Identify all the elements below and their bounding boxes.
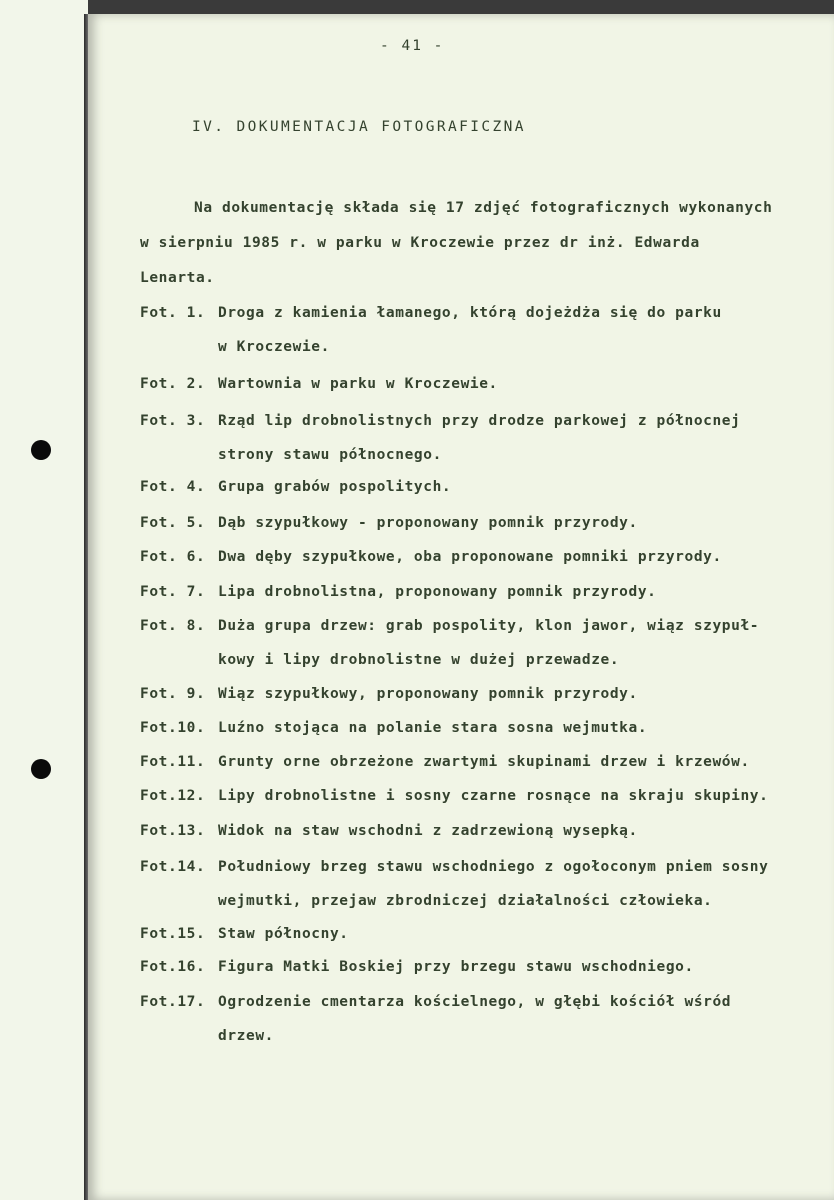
photo-caption-line: Rząd lip drobnolistnych przy drodze parkowej z północnej bbox=[218, 413, 741, 429]
document-page bbox=[88, 14, 834, 1200]
photo-caption-line: Staw północny. bbox=[218, 926, 349, 942]
photo-caption-line: drzew. bbox=[218, 1028, 274, 1044]
photo-caption-line: Lipa drobnolistna, proponowany pomnik przyrody. bbox=[218, 584, 657, 600]
photo-caption-line: Grunty orne obrzeżone zwartymi skupinami drzew i krzewów. bbox=[218, 754, 750, 770]
photo-caption-line: kowy i lipy drobnolistne w dużej przewadze. bbox=[218, 652, 620, 668]
photo-label: Fot. 4. bbox=[140, 479, 206, 495]
photo-label: Fot.15. bbox=[140, 926, 206, 942]
page-number: - 41 - bbox=[380, 38, 445, 54]
photo-label: Fot.12. bbox=[140, 788, 206, 804]
photo-caption-line: Grupa grabów pospolitych. bbox=[218, 479, 452, 495]
left-margin bbox=[0, 0, 88, 1200]
photo-label: Fot. 9. bbox=[140, 686, 206, 702]
photo-caption-line: Dąb szypułkowy - proponowany pomnik przyrody. bbox=[218, 515, 638, 531]
photo-caption-line: strony stawu północnego. bbox=[218, 447, 442, 463]
photo-label: Fot.14. bbox=[140, 859, 206, 875]
photo-caption-line: Ogrodzenie cmentarza kościelnego, w głębi kościół wśród bbox=[218, 994, 732, 1010]
photo-label: Fot.10. bbox=[140, 720, 206, 736]
photo-caption-line: Figura Matki Boskiej przy brzegu stawu wschodniego. bbox=[218, 959, 694, 975]
photo-caption-line: Widok na staw wschodni z zadrzewioną wysepką. bbox=[218, 823, 638, 839]
photo-caption-line: Dwa dęby szypułkowe, oba proponowane pomniki przyrody. bbox=[218, 549, 722, 565]
photo-label: Fot. 5. bbox=[140, 515, 206, 531]
photo-label: Fot. 2. bbox=[140, 376, 206, 392]
photo-label: Fot.13. bbox=[140, 823, 206, 839]
photo-label: Fot. 3. bbox=[140, 413, 206, 429]
punch-hole-bottom bbox=[31, 759, 51, 779]
photo-label: Fot. 7. bbox=[140, 584, 206, 600]
photo-label: Fot.16. bbox=[140, 959, 206, 975]
intro-line: w sierpniu 1985 r. w parku w Kroczewie przez dr inż. Edwarda bbox=[140, 235, 700, 251]
photo-caption-line: Luźno stojąca na polanie stara sosna wejmutka. bbox=[218, 720, 648, 736]
photo-caption-line: w Kroczewie. bbox=[218, 339, 330, 355]
photo-label: Fot. 8. bbox=[140, 618, 206, 634]
photo-caption-line: Wartownia w parku w Kroczewie. bbox=[218, 376, 498, 392]
photo-caption-line: Wiąz szypułkowy, proponowany pomnik przyrody. bbox=[218, 686, 638, 702]
photo-label: Fot. 1. bbox=[140, 305, 206, 321]
photo-caption-line: Południowy brzeg stawu wschodniego z ogołoconym pniem sosny bbox=[218, 859, 769, 875]
photo-caption-line: Lipy drobnolistne i sosny czarne rosnące na skraju skupiny. bbox=[218, 788, 769, 804]
intro-line: Na dokumentację składa się 17 zdjęć fotograficznych wykonanych bbox=[194, 200, 773, 216]
photo-label: Fot.17. bbox=[140, 994, 206, 1010]
photo-caption-line: Droga z kamienia łamanego, którą dojeżdża się do parku bbox=[218, 305, 722, 321]
photo-label: Fot. 6. bbox=[140, 549, 206, 565]
photo-label: Fot.11. bbox=[140, 754, 206, 770]
photo-caption-line: wejmutki, przejaw zbrodniczej działalności człowieka. bbox=[218, 893, 713, 909]
section-heading: IV. DOKUMENTACJA FOTOGRAFICZNA bbox=[192, 119, 526, 135]
punch-hole-top bbox=[31, 440, 51, 460]
photo-caption-line: Duża grupa drzew: grab pospolity, klon jawor, wiąz szypuł- bbox=[218, 618, 760, 634]
intro-line: Lenarta. bbox=[140, 270, 215, 286]
